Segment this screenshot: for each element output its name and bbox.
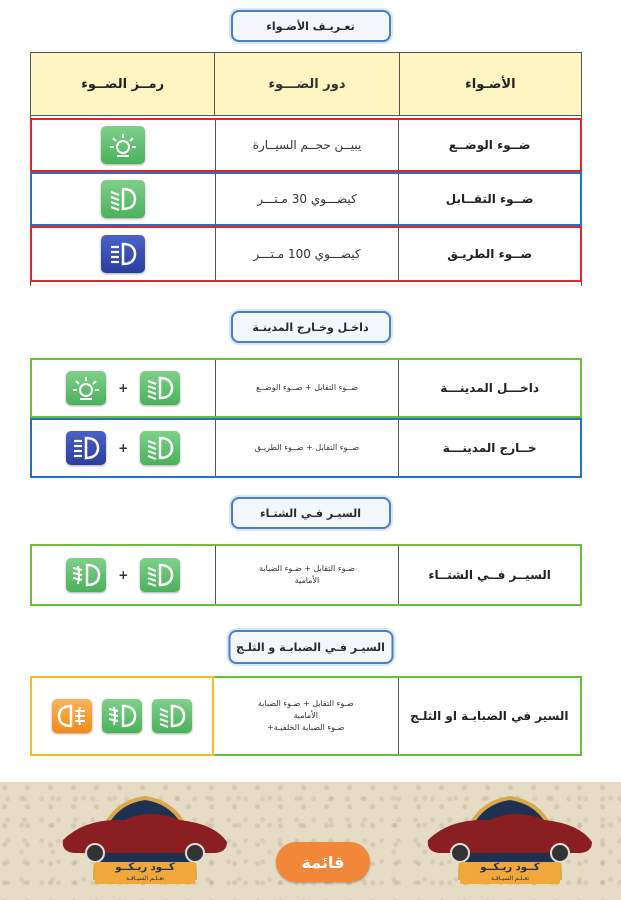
role-cell — [216, 546, 400, 604]
menu-button-label: قائمة — [301, 852, 345, 872]
header-symbol-text: رمــز الضــوء — [81, 76, 165, 92]
role-line-2: الأمامية — [293, 711, 318, 720]
symbol-cell — [32, 174, 216, 224]
front-fog-light-icon — [66, 558, 106, 592]
role-text: يبيــن حجــم السيــارة — [252, 138, 362, 152]
header-name-text: الأضـواء — [465, 76, 516, 92]
section-title-fog-text: السيـر فـي الضبابـة و الثلـج — [236, 640, 385, 654]
role-text: ضــوء التقابل + ضــوء الوضــع — [255, 383, 358, 392]
header-symbol — [31, 53, 215, 115]
plus-sign: + — [118, 568, 129, 582]
name-cell — [399, 360, 580, 416]
header-name — [400, 53, 581, 115]
section-title-city — [231, 311, 391, 343]
role-text: كيضـــوي 100 مـتـــر — [253, 247, 361, 261]
high-beam-icon — [101, 235, 145, 273]
role-line-3: +ضـوء الضبابة الخلفيـة — [267, 723, 345, 732]
plus-sign: + — [118, 441, 129, 455]
symbol-cell — [30, 676, 215, 756]
symbol-cell — [32, 420, 216, 476]
role-text: ضــوء التقابل + ضــوء الطريـق — [254, 443, 360, 452]
section-title-winter — [231, 497, 391, 529]
rear-fog-light-icon — [52, 699, 92, 733]
role-cell — [216, 120, 400, 170]
role-cell — [216, 360, 400, 416]
role-line-1: ضـوء التقابل + ضـوء الضبابة — [259, 564, 355, 573]
logo-title-right: كــود ريـكــو — [480, 862, 540, 873]
table-row-high-beam — [30, 226, 582, 282]
name-cell — [399, 546, 580, 604]
name-text: داخـــل المدينـــة — [440, 381, 539, 395]
name-text: ضــوء الوضــع — [448, 138, 531, 152]
symbol-cell — [32, 228, 216, 280]
header-role-text: دور الضـــوء — [268, 76, 346, 92]
name-cell — [399, 228, 580, 280]
name-text: ضــوء الطريـق — [447, 247, 533, 261]
section-title-fog — [228, 630, 393, 664]
section-title-winter-text: السيـر فـي الشتـاء — [259, 506, 362, 520]
logo-title-left: كــود ريـكــو — [115, 862, 175, 873]
role-text: كيضـــوي 30 مـتـــر — [257, 192, 357, 206]
logo-subtitle-right: تعـلـم السيـاقـة — [490, 875, 530, 882]
footer-bar — [0, 782, 621, 900]
menu-button[interactable] — [276, 842, 370, 882]
section-title-city-text: داخـل وخـارج المدينـة — [252, 320, 369, 334]
name-cell — [399, 678, 581, 754]
high-beam-icon — [66, 431, 106, 465]
name-text: السير في الضبابـة او الثلـج — [410, 709, 569, 723]
role-cell — [216, 228, 400, 280]
table-row-low-beam — [30, 172, 582, 226]
name-text: ضــوء التقــابل — [445, 192, 534, 206]
header-role — [215, 53, 399, 115]
front-fog-light-icon — [102, 699, 142, 733]
section-title-definition-text: تعـريـف الأضـواء — [266, 19, 355, 33]
table-row-position — [30, 118, 582, 172]
low-beam-icon — [101, 180, 145, 218]
low-beam-icon — [140, 371, 180, 405]
low-beam-icon — [140, 431, 180, 465]
logo-subtitle-left: تعـلـم السيـاقـة — [125, 875, 165, 882]
position-light-icon — [101, 126, 145, 164]
role-cell — [214, 678, 399, 754]
winter-lights-table — [30, 544, 582, 606]
fog-lights-table — [30, 676, 582, 756]
plus-sign: + — [118, 381, 129, 395]
name-text: السيــر فــي الشتــاء — [428, 568, 551, 582]
name-cell — [399, 120, 580, 170]
role-line-2: الأمامية — [294, 576, 320, 585]
role-cell — [216, 174, 400, 224]
role-cell — [216, 420, 400, 476]
symbol-cell — [32, 360, 216, 416]
table-row-outside-city — [30, 418, 582, 478]
symbol-cell — [32, 120, 216, 170]
name-cell — [399, 420, 580, 476]
table-row-winter — [30, 544, 582, 606]
section-title-definition — [231, 10, 391, 42]
table-header-row — [30, 52, 582, 116]
low-beam-icon — [152, 699, 192, 733]
name-text: خــارج المدينـــة — [442, 441, 537, 455]
city-lights-table — [30, 358, 582, 478]
table-row-inside-city — [30, 358, 582, 418]
role-line-1: ضـوء التقابل + ضـوء الضبابة — [257, 699, 354, 708]
low-beam-icon — [140, 558, 180, 592]
lights-definition-table — [30, 52, 582, 286]
name-cell — [399, 174, 580, 224]
position-light-icon — [66, 371, 106, 405]
symbol-cell — [32, 546, 216, 604]
table-row-fog — [30, 676, 582, 756]
